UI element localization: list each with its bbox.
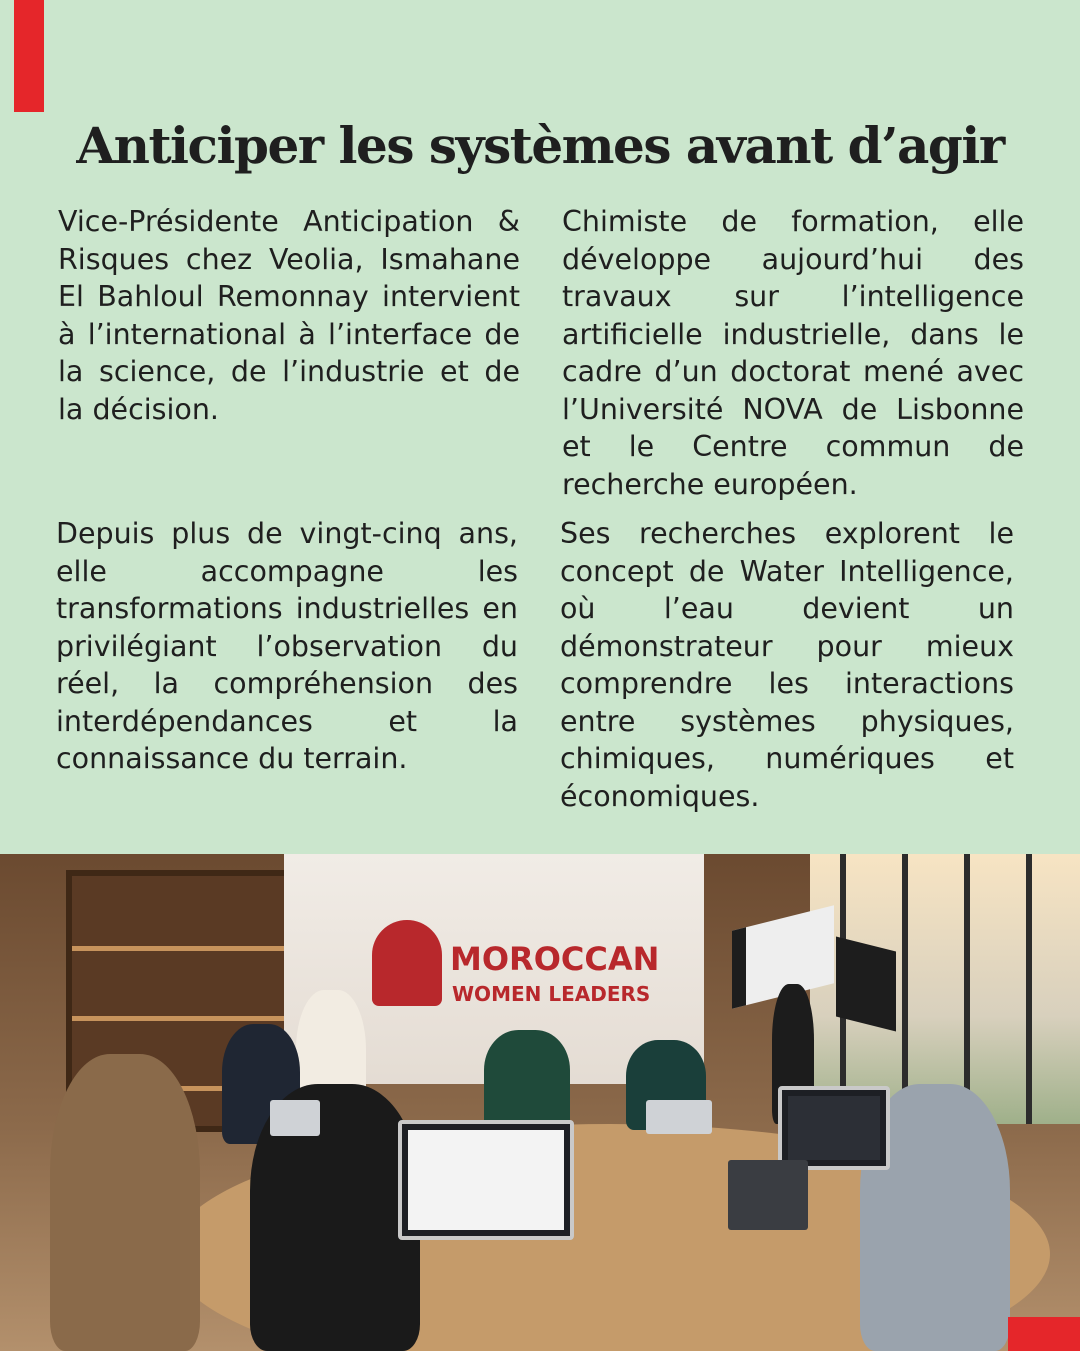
office-photo: [0, 854, 1080, 1351]
logo-text-line2: WOMEN LEADERS: [452, 982, 651, 1006]
laptop-center: [646, 1100, 712, 1134]
desktop-monitor: [398, 1120, 574, 1240]
laptop-left: [270, 1100, 320, 1136]
logo-text-line1: MOROCCAN: [450, 940, 660, 978]
person-green: [484, 1030, 570, 1130]
paragraph-role: Vice-Présidente Anticipation & Risques chez Veolia, Ismahane El Bahloul Remonnay intervient à l’international à l’interface de la science, de l’industrie et de la décision.: [58, 205, 520, 426]
laptop-right: [728, 1160, 808, 1230]
red-accent-bar-bottom: [1008, 1317, 1080, 1351]
paragraph-experience: Depuis plus de vingt-cinq ans, elle accompagne les transformations industrielles en privilégiant l’observation du réel, la compréhension des interdépendances et la connaissance du terrain.: [56, 517, 518, 775]
paragraph-training: Chimiste de formation, elle développe aujourd’hui des travaux sur l’intelligence artificielle industrielle, dans le cadre d’un doctorat mené avec l’Université NOVA de Lisbonne et le Centre commun de recherche européen.: [562, 205, 1024, 501]
person-hijab: [50, 1054, 200, 1351]
studio-softbox-right: [836, 937, 896, 1032]
paragraph-research: Ses recherches explorent le concept de Water Intelligence, où l’eau devient un démonstrateur pour mieux comprendre les interactions entre systèmes physiques, chimiques, numériques et économiques.: [560, 517, 1014, 813]
red-accent-bar-top: [14, 0, 44, 112]
editing-monitor: [778, 1086, 890, 1170]
page-title: Anticiper les systèmes avant d’agir: [76, 115, 1004, 175]
logo-silhouette-icon: [372, 920, 442, 1006]
